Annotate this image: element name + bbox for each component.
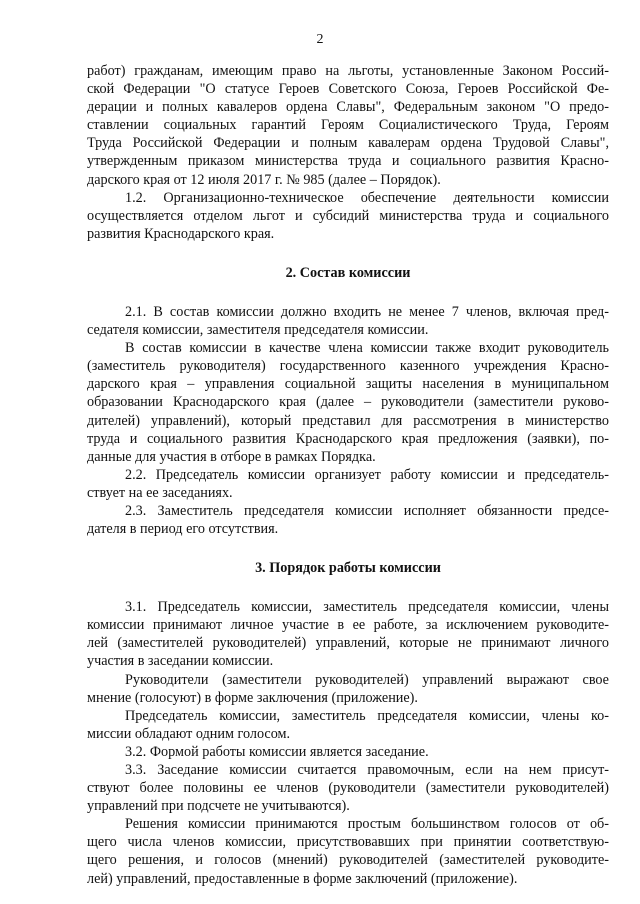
- paragraph: [87, 815, 609, 887]
- paragraph: [87, 62, 609, 189]
- text-line: развития Краснодарского края.: [87, 225, 275, 242]
- text-line: 2.2. Председатель комиссии организует работу комиссии и председатель-: [125, 466, 609, 483]
- section-gap: [87, 282, 609, 303]
- paragraph: [87, 598, 609, 670]
- text-line: щего числа членов комиссии, присутствовавших при принятии соответствую-: [87, 834, 609, 851]
- text-line: седателя комиссии, заместителя председателя комиссии.: [87, 322, 429, 339]
- text-line: В состав комиссии в качестве члена комиссии также входит руководитель: [125, 340, 609, 357]
- text-line: дарского края от 12 июля 2017 г. № 985 (далее – Порядок).: [87, 171, 441, 188]
- paragraph: [87, 466, 609, 502]
- text-line: лей) управлений, предоставленные в форме заключений (приложение).: [87, 870, 518, 887]
- text-line: 3.3. Заседание комиссии считается правомочным, если на нем присут-: [125, 762, 609, 778]
- text-line: дерации и полных кавалеров ордена Славы", Федеральным законом "О предо-: [87, 99, 609, 116]
- text-line: Труда Российской Федерации и полным кавалерам ордена Трудовой Славы",: [87, 135, 609, 152]
- text-line: мнение (голосуют) в форме заключения (приложение).: [87, 689, 418, 706]
- text-line: 2.1. В состав комиссии должно входить не менее 7 членов, включая пред-: [125, 303, 609, 320]
- paragraph: [87, 303, 609, 339]
- text-line: работ) гражданам, имеющим право на льготы, установленные Законом Россий-: [87, 63, 609, 79]
- text-line: управлений при подсчете не учитываются).: [87, 798, 350, 815]
- paragraph: [87, 707, 609, 743]
- text-line: ской Федерации "О статусе Героев Советского Союза, Героев Российской Фе-: [87, 81, 609, 98]
- text-line: дателя в период его отсутствия.: [87, 521, 279, 538]
- text-line: миссии обладают одним голосом.: [87, 725, 291, 742]
- section-heading: 3. Порядок работы комиссии: [255, 560, 441, 577]
- text-line: труда и социального развития Краснодарского края предложения (заявки), по-: [87, 430, 609, 447]
- text-line: образовании Краснодарского края (далее – руководители (заместители руково-: [87, 394, 609, 411]
- text-line: дарского края – управления социальной защиты населения в муниципальном: [87, 376, 609, 393]
- page-number: 2: [316, 32, 324, 47]
- paragraph: [87, 743, 609, 761]
- text-line: 3.2. Формой работы комиссии является заседание.: [125, 743, 429, 760]
- text-line: Руководители (заместители руководителей) управлений выражают свое: [125, 671, 609, 688]
- text-line: комиссии принимают личное участие в ее работе, за исключением руководите-: [87, 617, 609, 634]
- text-line: данные для участия в отборе в рамках Порядка.: [87, 448, 376, 465]
- text-line: (заместитель руководителя) государственного казенного учреждения Красно-: [87, 358, 609, 375]
- text-line: Решения комиссии принимаются простым большинством голосов от об-: [125, 816, 609, 833]
- paragraph: [87, 671, 609, 707]
- paragraph: [87, 189, 609, 243]
- text-line: щего решения, и голосов (мнений) руководителей (заместителей руководите-: [87, 852, 609, 869]
- text-line: 1.2. Организационно-техническое обеспечение деятельности комиссии: [125, 189, 609, 206]
- text-line: дителей) управлений), который представил для рассмотрения в министерство: [87, 412, 609, 429]
- document-body: [87, 62, 609, 888]
- paragraph: [87, 761, 609, 815]
- section-heading: 2. Состав комиссии: [285, 264, 411, 281]
- text-line: ставлении социальных гарантий Героям Социалистического Труда, Героям: [87, 117, 609, 134]
- text-line: 3.1. Председатель комиссии, заместитель председателя комиссии, члены: [125, 599, 609, 616]
- text-line: 2.3. Заместитель председателя комиссии исполняет обязанности предсе-: [125, 502, 609, 519]
- section-gap: [87, 243, 609, 264]
- paragraph: [87, 502, 609, 538]
- section-gap: [87, 538, 609, 559]
- text-line: лей (заместителей руководителей) управлений, которые не принимают личного: [87, 635, 609, 652]
- text-line: ствует на ее заседаниях.: [87, 484, 233, 501]
- section-gap: [87, 577, 609, 598]
- text-line: утвержденным приказом министерства труда и социального развития Красно-: [87, 153, 609, 170]
- text-line: осуществляется отделом льгот и субсидий министерства труда и социального: [87, 207, 609, 224]
- text-line: участия в заседании комиссии.: [87, 653, 274, 670]
- text-line: Председатель комиссии, заместитель председателя комиссии, члены ко-: [125, 707, 609, 724]
- text-line: ствуют более половины ее членов (руководители (заместители руководителей): [87, 780, 609, 797]
- paragraph: [87, 339, 609, 466]
